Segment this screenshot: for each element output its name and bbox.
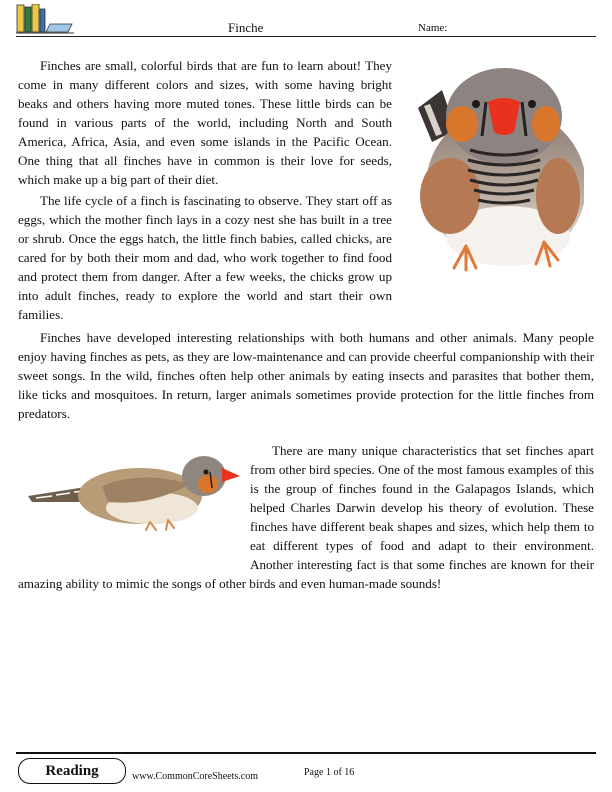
paragraph-characteristics-text: There are many unique characteristics that set finches apart from other bird species. One of the most famous examples of this is the group of finches found in the Galapagos Islands, which helped Charles Darwin develop his theory of evolution. These finches have different beak shapes and sizes, which help them to eat different types of food and adapt to their environment. Another interesting fact is that some finches are known for their amazing ability to mimic the songs of other birds and even human-made sounds! [18,443,594,591]
finch-side-image [22,446,244,532]
footer-divider [16,752,596,754]
subject-label: Reading [18,758,126,784]
books-icon [16,4,74,34]
finch-front-image [408,46,584,278]
page-title: Finche [228,20,264,35]
paragraph-life-cycle: The life cycle of a finch is fascinating to observe. They start off as eggs, which the mother finch lays in a cozy nest she has built in a tree or shrub. Once the eggs hatch, the little finch babies, called chicks, are cared for by both their mom and dad, who work together to find food and protect them from danger. After a few weeks, the chicks grow up into adult finches, ready to explore the world and start their own families. [18,193,392,322]
page-number: Page 1 of 16 [304,767,355,778]
website-link[interactable]: www.CommonCoreSheets.com [132,771,259,782]
paragraph-relationships: Finches have developed interesting relationships with both humans and other animals. Many people enjoy having finches as pets, as they are low-maintenance and can provide cheerful companionship with their sweet songs. In the wild, finches often help other animals by eating insects and parasites that bother them, like ticks and mosquitoes. In return, larger animals sometimes provide protection for the little finches from predators. [18,330,594,421]
paragraph-intro: Finches are small, colorful birds that are fun to learn about! They come in many different colors and sizes, with some having bright beaks and others having more muted tones. These little birds can be found in various parts of the world, including North and South America, Africa, Asia, and even some islands in the Pacific Ocean. One thing that all finches have in common is their love for seeds, which make up a big part of their diet. [18,58,392,187]
header-divider [16,36,596,37]
name-label: Name: [418,22,448,34]
